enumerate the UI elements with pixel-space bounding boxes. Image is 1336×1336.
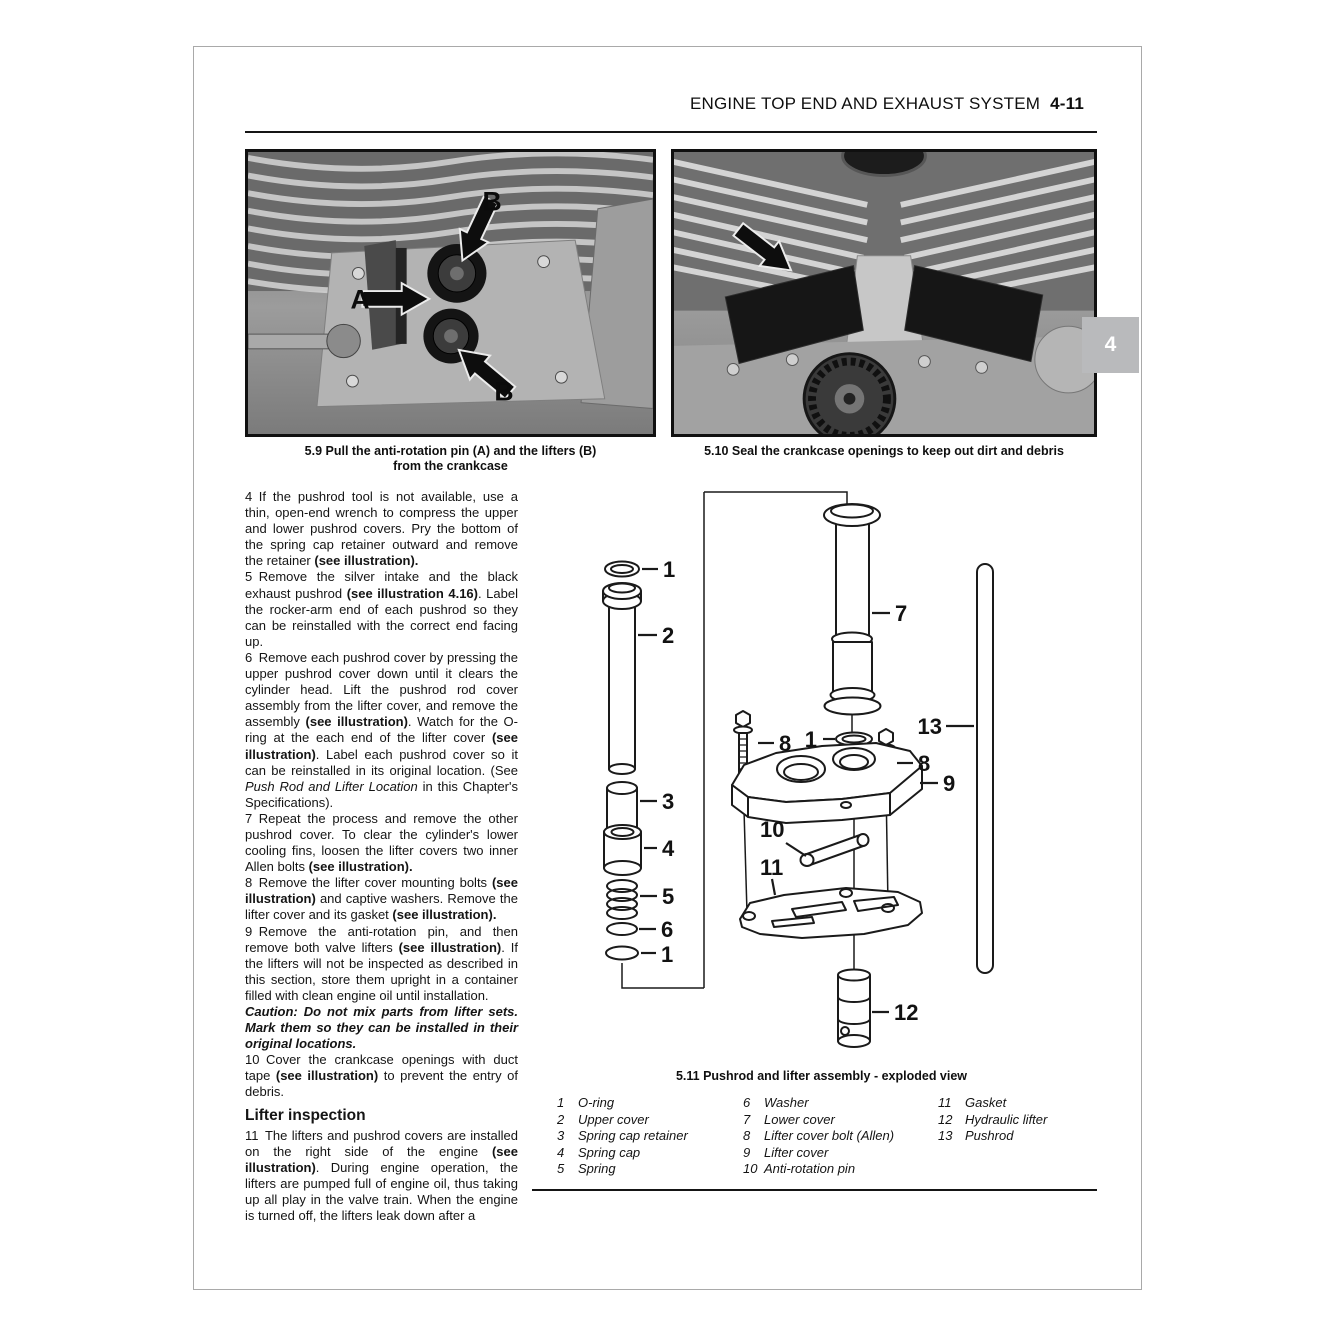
- caption-5-9: [245, 444, 656, 474]
- callout-6: 6: [661, 917, 674, 942]
- legend-item: [743, 1128, 894, 1145]
- legend-item: [743, 1095, 894, 1112]
- legend-item-number: 5: [557, 1161, 565, 1176]
- legend-item-number: 9: [743, 1144, 751, 1160]
- text-segment: and captive washers. Remove the lifter cover and its gasket: [245, 891, 518, 923]
- part-gasket: [740, 888, 922, 938]
- text-segment: Push Rod and Lifter Location: [245, 778, 418, 794]
- callout-2: 2: [662, 623, 675, 648]
- photo-crankcase-graphic: [674, 152, 1094, 434]
- photo-crankcase-taped: [671, 149, 1097, 437]
- part-lifter-cover: [732, 743, 922, 823]
- photo-label-a: A: [350, 284, 370, 315]
- legend-item-number: 8: [743, 1128, 751, 1143]
- legend-item: [557, 1161, 688, 1178]
- legend-column-3: [938, 1095, 1047, 1145]
- callout-3: 3: [662, 789, 675, 814]
- callout-1-center: 1: [804, 727, 817, 752]
- callout-12: 12: [894, 1000, 919, 1025]
- part-pushrod: [977, 564, 993, 973]
- text-segment: (see illustration): [245, 730, 518, 762]
- text-segment: . Label each pushrod cover so it can be reinstalled in its original location. (See: [245, 746, 518, 778]
- part-lower-cover: [824, 504, 881, 715]
- chapter-tab: 4: [1082, 317, 1139, 373]
- manual-page: [193, 46, 1142, 1290]
- header-rule: [245, 131, 1097, 133]
- photo-lifters: [245, 149, 656, 437]
- text-segment: (see illustration): [245, 1143, 518, 1175]
- legend-column-2: [743, 1095, 894, 1178]
- caption-5-10-line1: 5.10 Seal the crankcase openings to keep out dirt and debris: [704, 444, 1064, 458]
- body-paragraph: [245, 489, 518, 569]
- text-segment: 9 Remove the anti-rotation pin, and then remove both valve lifters: [245, 923, 518, 955]
- part-o-ring-top: [605, 562, 639, 577]
- callout-8-left: 8: [779, 731, 792, 756]
- legend-item-name: Lifter cover bolt (Allen): [764, 1128, 895, 1143]
- legend-item-name: Lifter cover: [764, 1144, 829, 1160]
- legend-item-number: 12: [938, 1111, 953, 1127]
- header-title: ENGINE TOP END AND EXHAUST SYSTEM: [689, 94, 1041, 113]
- part-washer: [607, 923, 637, 935]
- callout-11: 11: [760, 855, 784, 880]
- legend-item-number: 3: [557, 1128, 565, 1143]
- part-anti-rotation-pin: [801, 834, 869, 866]
- callout-7: 7: [895, 601, 908, 626]
- body-paragraph: [245, 1052, 518, 1100]
- legend-item-name: Upper cover: [578, 1111, 649, 1127]
- caption-5-10: [671, 444, 1097, 459]
- text-segment: (see illustration 4.16): [346, 585, 478, 601]
- text-segment: 11 The lifters and pushrod covers are installed on the right side of the engine: [245, 1127, 518, 1159]
- legend-item-number: 7: [743, 1111, 751, 1127]
- callout-9: 9: [943, 771, 956, 796]
- text-segment: (see illustration): [245, 875, 518, 907]
- legend-item-number: 6: [743, 1095, 751, 1110]
- photo-lifters-graphic: [248, 152, 653, 434]
- legend-item: [743, 1112, 894, 1129]
- exploded-view: [546, 485, 1097, 1065]
- text-segment: (see illustration): [275, 1068, 379, 1084]
- text-segment: (see illustration).: [308, 859, 413, 875]
- legend-item: [557, 1095, 688, 1112]
- body-paragraph: [245, 569, 518, 649]
- legend-item-name: Spring cap: [578, 1144, 641, 1160]
- text-segment: 6 Remove each pushrod cover by pressing the upper pushrod cover down until it clears the cylinder head. Lift the pushrod rod cover assembly from the lifter cover, and remove the assembly: [245, 649, 518, 730]
- callout-13: 13: [917, 714, 942, 739]
- legend-item-number: 13: [938, 1128, 953, 1143]
- legend-item-name: Anti-rotation pin: [764, 1161, 856, 1176]
- callout-1-top: 1: [663, 557, 676, 582]
- caption-5-9-line1: 5.9 Pull the anti-rotation pin (A) and the lifters (B): [304, 444, 597, 458]
- legend-item: [557, 1128, 688, 1145]
- body-paragraph: [245, 811, 518, 875]
- body-paragraph: [245, 1128, 518, 1225]
- caution-paragraph: [245, 1004, 518, 1052]
- page-header: [690, 94, 1084, 114]
- legend-item-number: 1: [557, 1095, 565, 1110]
- cam-sprocket: [804, 354, 895, 434]
- text-segment: 4 If the pushrod tool is not available, use a thin, open-end wrench to compress the upper and lower pushrod covers. Pry the bottom of the spring cap retainer outward and remove the retainer: [245, 489, 518, 569]
- valve-lifter-top: [427, 244, 486, 303]
- text-segment: (see illustration): [398, 939, 502, 955]
- text-segment: in this Chapter's Specifications).: [245, 778, 518, 810]
- section-heading: Lifter inspection: [245, 1106, 366, 1124]
- text-segment: 5 Remove the silver intake and the black exhaust pushrod: [245, 569, 518, 601]
- legend-item: [938, 1112, 1047, 1129]
- part-spring: [607, 880, 637, 919]
- legend-item-name: Spring cap retainer: [578, 1128, 688, 1143]
- part-spring-cap: [604, 825, 641, 875]
- text-segment: (see illustration): [305, 714, 408, 730]
- legend-item: [743, 1161, 894, 1178]
- legend-item-number: 11: [938, 1095, 952, 1110]
- legend-item-name: Pushrod: [965, 1128, 1014, 1143]
- callout-1-bottom: 1: [661, 942, 674, 967]
- legend-item-name: Spring: [578, 1161, 616, 1176]
- photo-label-b-bottom: B: [494, 376, 514, 407]
- body-paragraph: [245, 924, 518, 1004]
- text-segment: (see illustration).: [392, 907, 497, 923]
- legend-item-number: 10: [743, 1161, 758, 1176]
- text-segment: 8 Remove the lifter cover mounting bolts: [245, 875, 492, 891]
- exploded-view-svg: [546, 485, 1097, 1065]
- text-segment: (see illustration).: [314, 553, 419, 569]
- legend-item-number: 4: [557, 1144, 565, 1160]
- caption-5-11: 5.11 Pushrod and lifter assembly - exploded view: [675, 1069, 968, 1083]
- legend-item: [557, 1145, 688, 1162]
- legend-column-1: [557, 1095, 688, 1178]
- body-paragraph: [245, 650, 518, 811]
- body-paragraph: [245, 875, 518, 923]
- legend-item: [938, 1095, 1047, 1112]
- legend-item-name: O-ring: [578, 1095, 615, 1110]
- footer-rule: [532, 1189, 1097, 1191]
- part-upper-cover: [603, 583, 641, 774]
- legend-item: [557, 1112, 688, 1129]
- callout-4: 4: [662, 836, 675, 861]
- legend-item-name: Washer: [764, 1095, 809, 1110]
- caption-5-9-line2: from the crankcase: [393, 459, 508, 473]
- photo-label-b-top: B: [482, 186, 502, 217]
- body-column: [245, 489, 518, 1224]
- text-segment: . If the lifters will not be inspected as described in this section, store them upright in a container filled with clean engine oil until installation.: [245, 939, 518, 1003]
- callout-8-right: 8: [918, 751, 931, 776]
- text-segment: . During engine operation, the lifters are pumped full of engine oil, thus taking up all play in the valve train. When the engine is turned off, the lifters leak down after a: [245, 1159, 518, 1224]
- legend-item-name: Lower cover: [764, 1111, 835, 1127]
- legend-item-name: Gasket: [965, 1095, 1007, 1110]
- text-segment: . Watch for the O-ring at the each end of the lifter cover: [245, 714, 518, 746]
- text-segment: to prevent the entry of debris.: [245, 1068, 518, 1100]
- legend-item-name: Hydraulic lifter: [965, 1111, 1048, 1127]
- text-segment: . Label the rocker-arm end of each pushrod so they can be reinstalled with the correct end facing up.: [245, 585, 518, 649]
- part-hydraulic-lifter: [838, 970, 870, 1048]
- text-segment: 10 Cover the crankcase openings with duct tape: [245, 1052, 518, 1084]
- legend-item: [938, 1128, 1047, 1145]
- callout-10: 10: [760, 817, 785, 842]
- part-o-ring-bottom: [606, 947, 638, 960]
- legend-item-number: 2: [557, 1111, 565, 1127]
- text-segment: 7 Repeat the process and remove the other pushrod cover. To clear the cylinder's lower cooling fins, loosen the lifter covers two inner Allen bolts: [245, 810, 518, 875]
- text-segment: Caution: Do not mix parts from lifter sets. Mark them so they can be installed in their original locations.: [245, 1004, 518, 1052]
- legend-item: [743, 1145, 894, 1162]
- callout-5: 5: [662, 884, 675, 909]
- page-number: 4-11: [1050, 94, 1084, 113]
